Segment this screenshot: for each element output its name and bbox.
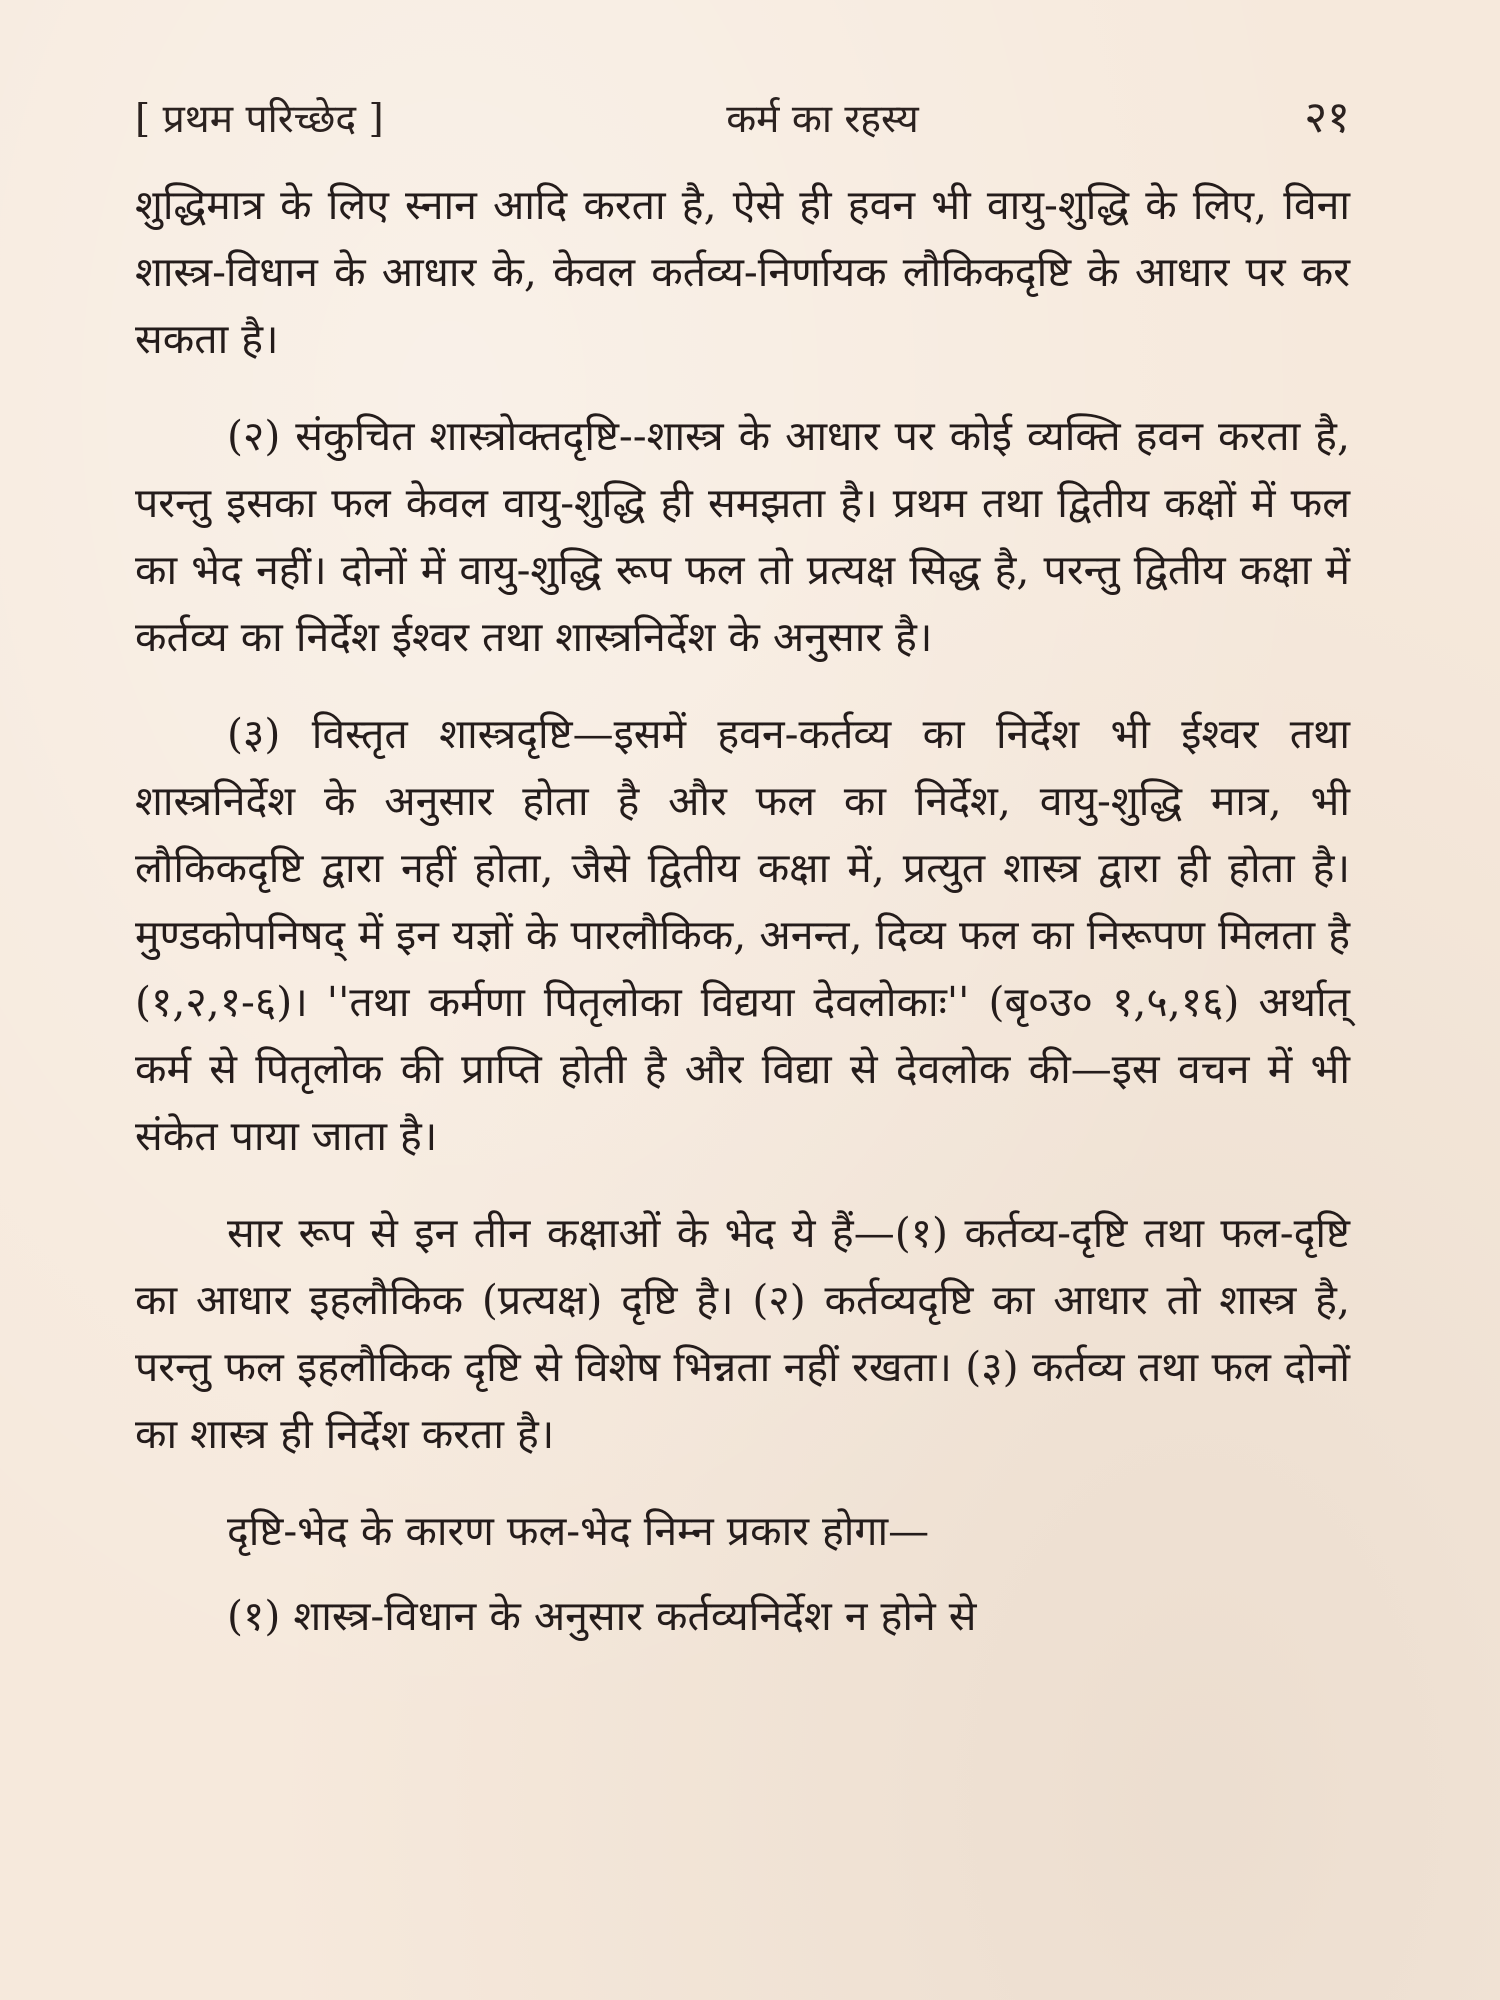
paragraph-point-3: (३) विस्तृत शास्त्रदृष्टि—इसमें हवन-कर्तव्य का निर्देश भी ईश्वर तथा शास्त्रनिर्देश के अनुसार होता है और फल का निर्देश, वायु-शुद्धि मात्र, भी लौकिकदृष्टि द्वारा नहीं होता, जैसे द्वितीय कक्षा में, प्रत्युत शास्त्र द्वारा ही होता है। मुण्डकोपनिषद् में इन यज्ञों के पारलौकिक, अनन्त, दिव्य फल का निरूपण मिलता है (१,२,१-६)। ''तथा कर्मणा पितृलोका विद्यया देवलोकाः'' (बृ०उ० १,५,१६) अर्थात् कर्म से पितृलोक की प्राप्ति होती है और विद्या से देवलोक की—इस वचन में भी संकेत पाया जाता है। bbox=[135, 710, 1350, 1160]
paragraph-point-2: (२) संकुचित शास्त्रोक्तदृष्टि--शास्त्र के आधार पर कोई व्यक्ति हवन करता है, परन्तु इसका फल केवल वायु-शुद्धि ही समझता है। प्रथम तथा द्वितीय कक्षों में फल का भेद नहीं। दोनों में वायु-शुद्धि रूप फल तो प्रत्यक्ष सिद्ध है, परन्तु द्वितीय कक्षा में कर्तव्य का निर्देश ईश्वर तथा शास्त्रनिर्देश के अनुसार है। bbox=[135, 412, 1350, 661]
chapter-title: कर्म का रहस्य bbox=[726, 97, 919, 142]
paragraph-summary: सार रूप से इन तीन कक्षाओं के भेद ये हैं—(१) कर्तव्य-दृष्टि तथा फल-दृष्टि का आधार इहलौकिक (प्रत्यक्ष) दृष्टि है। (२) कर्तव्यदृष्टि का आधार तो शास्त्र है, परन्तु फल इहलौकिक दृष्टि से विशेष भिन्नता नहीं रखता। (३) कर्तव्य तथा फल दोनों का शास्त्र ही निर्देश करता है। bbox=[135, 1209, 1350, 1458]
running-header bbox=[135, 88, 1350, 152]
page-number: २१ bbox=[1304, 92, 1350, 143]
paragraph-result-intro: दृष्टि-भेद के कारण फल-भेद निम्न प्रकार होगा— bbox=[227, 1507, 930, 1555]
body-text bbox=[135, 172, 1350, 1650]
section-label: [ प्रथम परिच्छेद ] bbox=[135, 97, 384, 142]
paragraph-continuation: शुद्धिमात्र के लिए स्नान आदि करता है, ऐसे ही हवन भी वायु-शुद्धि के लिए, विना शास्त्र-विधान के आधार के, केवल कर्तव्य-निर्णायक लौकिकदृष्टि के आधार पर कर सकता है। bbox=[135, 181, 1350, 363]
paragraph-result-1: (१) शास्त्र-विधान के अनुसार कर्तव्यनिर्देश न होने से bbox=[227, 1592, 977, 1640]
